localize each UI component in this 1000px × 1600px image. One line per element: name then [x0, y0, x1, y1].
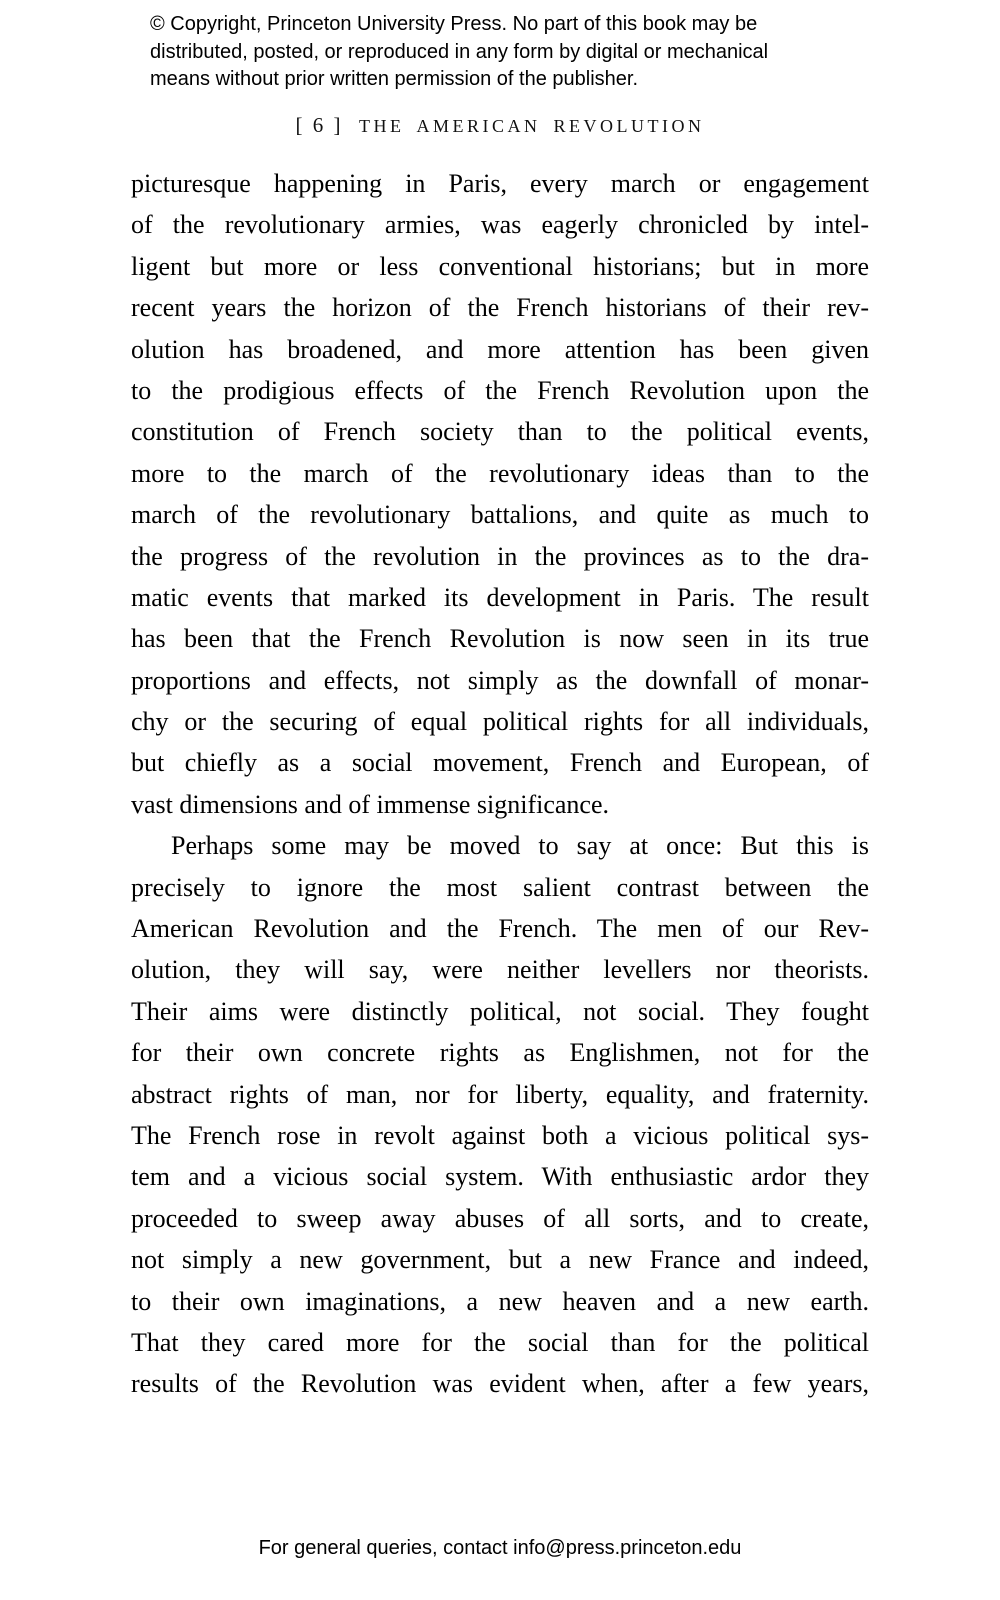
page-footer [0, 1537, 1000, 1560]
contact-line: For general queries, contact info@press.princeton.edu [258, 1537, 742, 1559]
copyright-line: means without prior written permission of the publisher. [150, 68, 639, 90]
body-text-line: matic events that marked its development in Paris. The result [131, 582, 869, 612]
body-text-line: Their aims were distinctly political, not social. They fought [131, 996, 869, 1026]
paragraph [131, 825, 869, 1404]
copyright-line: © Copyright, Princeton University Press. No part of this book may be [150, 13, 758, 35]
body-text-line: abstract rights of man, nor for liberty, equality, and fraternity. [131, 1079, 869, 1109]
body-text-line: ligent but more or less conventional historians; but in more [131, 251, 869, 281]
body-text-line: recent years the horizon of the French historians of their rev- [131, 293, 869, 323]
page-number: [ 6 ] [295, 113, 343, 137]
copyright-line: distributed, posted, or reproduced in any form by digital or mechanical [150, 40, 769, 63]
body-text-line: constitution of French society than to the political events, [131, 417, 869, 447]
body-text-line: chy or the securing of equal political rights for all individuals, [131, 707, 869, 737]
body-text-line: vast dimensions and of immense significance. [131, 789, 610, 819]
body-text-line: but chiefly as a social movement, French and European, of [131, 748, 869, 778]
running-head [131, 113, 869, 138]
book-title: THE AMERICAN REVOLUTION [359, 116, 705, 136]
body-text-line: proportions and effects, not simply as the downfall of monar- [131, 665, 869, 695]
body-text-line: Perhaps some may be moved to say at once: But this is [171, 831, 869, 861]
body-text-line: to the prodigious effects of the French Revolution upon the [131, 375, 869, 405]
body-text-line: picturesque happening in Paris, every march or engagement [131, 169, 869, 198]
body-text-line: olution has broadened, and more attention has been given [131, 334, 869, 364]
body-text-line: more to the march of the revolutionary ideas than to the [131, 458, 869, 488]
body-text-line: olution, they will say, were neither levellers nor theorists. [131, 955, 869, 985]
body-text-line: march of the revolutionary battalions, and quite as much to [131, 500, 869, 530]
body-text-line: tem and a vicious social system. With enthusiastic ardor they [131, 1162, 869, 1192]
body-text-line: the progress of the revolution in the provinces as to the dra- [131, 541, 869, 571]
body-text-line: That they cared more for the social than for the political [131, 1327, 869, 1357]
body-text-line: results of the Revolution was evident when, after a few years, [131, 1369, 869, 1399]
body-text-line: has been that the French Revolution is now seen in its true [131, 624, 869, 654]
body-text-line: for their own concrete rights as Englishmen, not for the [131, 1038, 869, 1068]
body-text [131, 163, 869, 1405]
copyright-notice [150, 11, 768, 94]
body-text-line: precisely to ignore the most salient contrast between the [131, 872, 869, 902]
paragraph [131, 163, 869, 825]
body-text-line: proceeded to sweep away abuses of all sorts, and to create, [131, 1203, 869, 1233]
body-text-line: not simply a new government, but a new France and indeed, [131, 1245, 869, 1275]
body-text-line: to their own imaginations, a new heaven and a new earth. [131, 1286, 869, 1316]
body-text-line: American Revolution and the French. The men of our Rev- [131, 914, 869, 944]
body-text-line: of the revolutionary armies, was eagerly chronicled by intel- [131, 210, 869, 240]
body-text-line: The French rose in revolt against both a vicious political sys- [131, 1120, 869, 1150]
